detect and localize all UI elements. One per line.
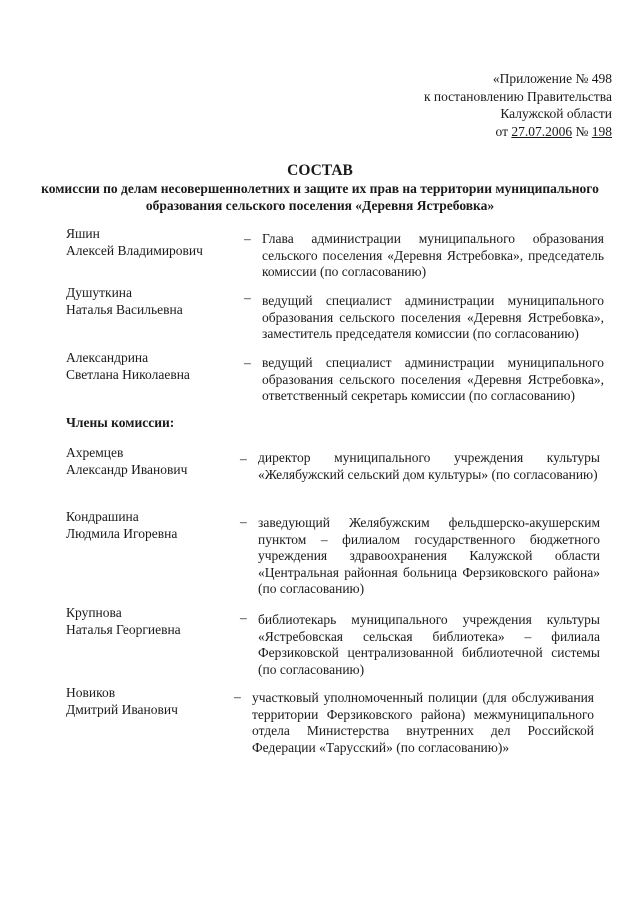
dash-separator: – [244,355,251,370]
person-surname: Новиков [66,685,116,700]
appendix-line-1: «Приложение № 498 [492,71,612,86]
appendix-line-2: к постановлению Правительства [423,88,612,104]
person-name [66,508,177,542]
dash-separator: – [240,610,247,625]
person-role: директор муниципального учреждения культуры «Желябужский сельский дом культуры» (по согласованию) [258,450,600,482]
document-subtitle: комиссии по делам несовершеннолетних и защите их прав на территории муниципального образования сельского поселения «Деревня Ястребовка» [41,181,599,213]
person-given-names: Людмила Игоревна [66,526,178,541]
person-name [66,284,183,318]
document-title: СОСТАВ [287,162,353,179]
person-given-names: Алексей Владимирович [66,243,203,258]
dash-separator: – [240,451,247,466]
section-heading-members: Члены комиссии: [66,415,175,430]
dash-separator: – [244,231,251,246]
person-surname: Кондрашина [66,509,139,524]
person-given-names: Наталья Георгиевна [66,622,181,637]
person-role: заведующий Желябужским фельдшерско-акушерским пунктом – филиалом государственного бюджетного учреждения здравоохранения Калужской области «Центральная районная больница Ферзиковского района» (по согласованию) [258,515,600,596]
person-surname: Яшин [66,226,100,241]
person-surname: Ахремцев [66,445,124,460]
person-role: ведущий специалист администрации муниципального образования сельского поселения «Деревня Ястребовка», заместитель председателя комиссии (по согласованию) [262,293,604,341]
appendix-date-prefix: от [495,123,512,139]
appendix-number: 198 [591,123,612,139]
dash-separator: – [240,514,247,529]
person-given-names: Александр Иванович [66,462,188,477]
appendix-line-3: Калужской области [500,106,612,121]
person-surname: Александрина [66,350,149,365]
person-role: ведущий специалист администрации муниципального образования сельского поселения «Деревня Ястребовка», ответственный секретарь комиссии (по согласованию) [262,355,604,403]
person-role: библиотекарь муниципального учреждения культуры «Ястребовская сельская библиотека» – филиала Ферзиковской централизованной библиотечной системы (по согласованию) [258,612,600,677]
appendix-number-label: № [572,123,592,139]
person-given-names: Наталья Васильевна [66,302,183,317]
person-name [66,225,203,259]
person-given-names: Дмитрий Иванович [66,702,178,717]
person-name [66,349,190,383]
person-name [66,604,181,638]
person-role: участковый уполномоченный полиции (для обслуживания территории Ферзиковского района) межмуниципального отдела Министерства внутренних дел Российской Федерации «Тарусский» (по согласованию)» [252,690,594,755]
person-surname: Душуткина [66,285,133,300]
appendix-date: 27.07.2006 [511,123,573,139]
dash-separator: – [234,689,241,704]
person-given-names: Светлана Николаевна [66,367,190,382]
person-surname: Крупнова [66,605,122,620]
dash-separator: – [244,290,251,305]
person-role: Глава администрации муниципального образования сельского поселения «Деревня Ястребовка», председатель комиссии (по согласованию) [262,231,604,279]
person-name [66,444,187,478]
person-name [66,684,178,718]
appendix-reference [424,70,612,140]
appendix-line-4 [424,123,612,141]
